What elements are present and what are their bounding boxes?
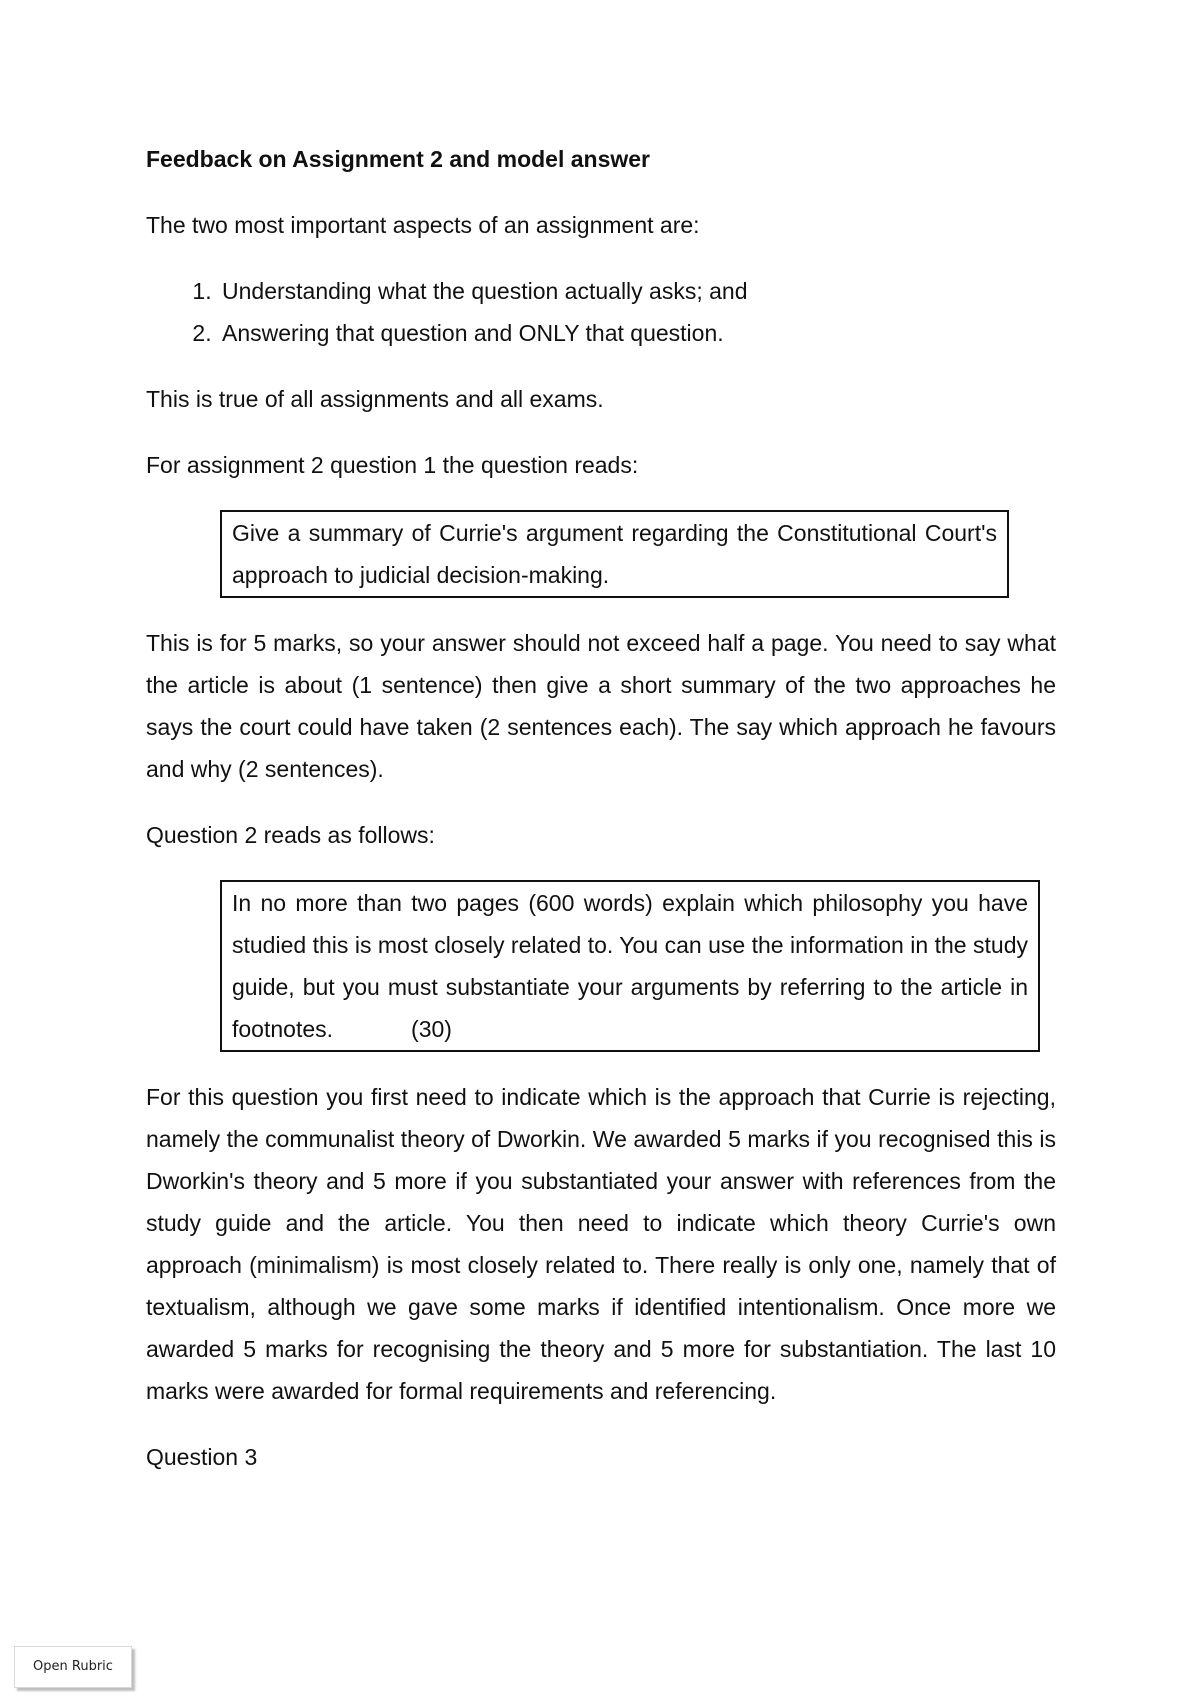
question-2-text: In no more than two pages (600 words) explain which philosophy you have studied this is most closely related to. You can use the information in the study guide, but you must substantiate your arguments by referring to the article in footnotes. [232,890,1028,1042]
aspects-list [146,270,1056,354]
question-3-heading: Question 3 [146,1444,258,1470]
open-rubric-button[interactable]: Open Rubric [14,1646,132,1688]
question-2-marks: (30) [411,1016,452,1042]
question-2-feedback: For this question you first need to indicate which is the approach that Currie is rejecting, namely the communalist theory of Dworkin. We awarded 5 marks if you recognised this is Dworkin's theory and 5 more if you substantiated your answer with references from the study guide and the article. You then need to indicate which theory Currie's own approach (minimalism) is most closely related to. There really is only one, namely that of textualism, although we gave some marks if identified intentionalism. Once more we awarded 5 marks for recognising the theory and 5 more for substantiation. The last 10 marks were awarded for formal requirements and referencing. [146,1084,1056,1404]
list-item: 2. Answering that question and ONLY that question. [218,312,1056,354]
document-body [146,138,1056,1502]
page-title: Feedback on Assignment 2 and model answer [146,146,651,172]
intro-paragraph: The two most important aspects of an assignment are: [146,212,700,238]
list-item: 1. Understanding what the question actually asks; and [218,270,1056,312]
note-paragraph: This is true of all assignments and all exams. [146,386,604,412]
question-2-box [220,880,1040,1052]
question-1-intro: For assignment 2 question 1 the question reads: [146,452,639,478]
question-1-text: Give a summary of Currie's argument regarding the Constitutional Court's approach to judicial decision-making. [232,520,997,588]
question-1-feedback: This is for 5 marks, so your answer should not exceed half a page. You need to say what the article is about (1 sentence) then give a short summary of the two approaches he says the court could have taken (2 sentences each). The say which approach he favours and why (2 sentences). [146,630,1056,782]
question-2-intro: Question 2 reads as follows: [146,822,435,848]
question-1-box [220,510,1009,598]
